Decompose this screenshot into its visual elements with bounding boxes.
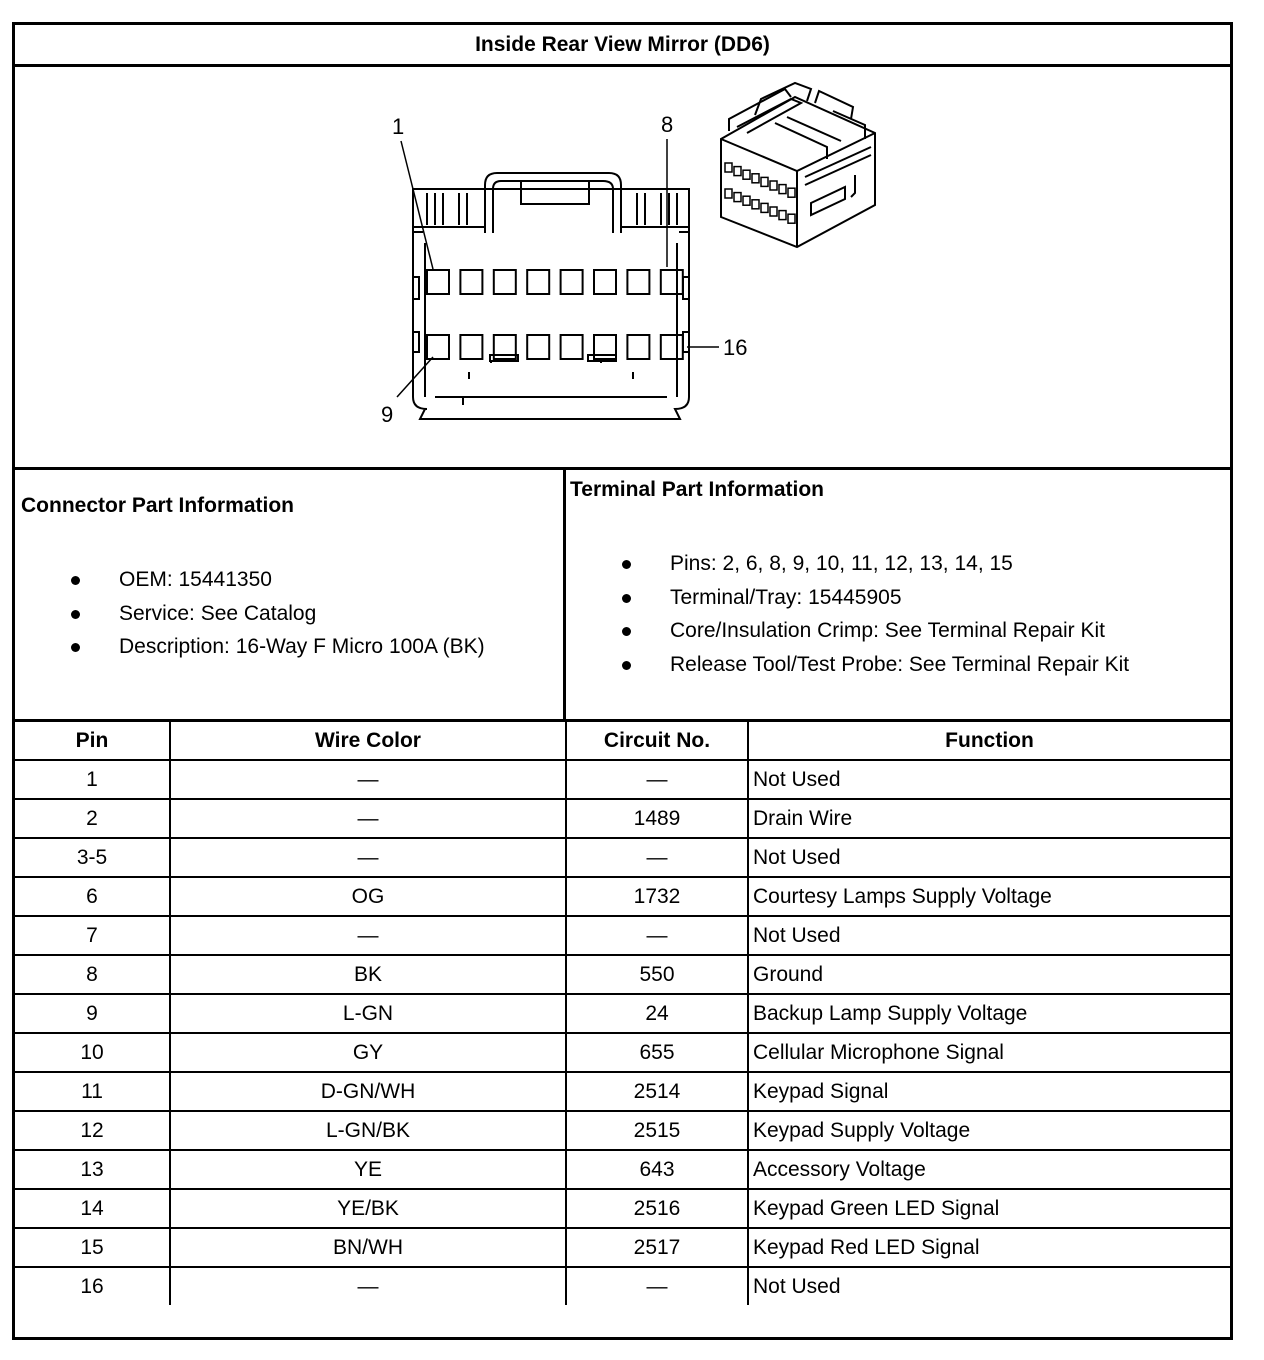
isometric-cavity — [725, 189, 732, 198]
table-row — [15, 1150, 1230, 1189]
circuit-no-cell: 655 — [566, 1033, 748, 1072]
isometric-cavity — [761, 203, 768, 212]
connector-diagram — [15, 67, 1230, 470]
list-item: Release Tool/Test Probe: See Terminal Repair Kit — [566, 648, 1129, 682]
isometric-cavity — [788, 188, 795, 197]
table-row — [15, 916, 1230, 955]
pin-cell: 8 — [15, 955, 170, 994]
wire-color-cell: — — [170, 838, 566, 877]
table-row — [15, 838, 1230, 877]
wire-color-cell: — — [170, 760, 566, 799]
wire-color-cell: OG — [170, 877, 566, 916]
wire-color-cell: BK — [170, 955, 566, 994]
function-cell: Not Used — [748, 916, 1230, 955]
function-cell: Cellular Microphone Signal — [748, 1033, 1230, 1072]
terminal-cavity — [527, 270, 549, 294]
isometric-cavity-group — [725, 163, 795, 223]
circuit-no-cell: 2516 — [566, 1189, 748, 1228]
circuit-no-cell: — — [566, 1267, 748, 1305]
pin-cell: 14 — [15, 1189, 170, 1228]
pin-cell: 13 — [15, 1150, 170, 1189]
column-header-circuit-no: Circuit No. — [566, 722, 748, 760]
table-row — [15, 1228, 1230, 1267]
wire-color-cell: — — [170, 799, 566, 838]
pin-cell: 9 — [15, 994, 170, 1033]
function-cell: Ground — [748, 955, 1230, 994]
wire-color-cell: D-GN/WH — [170, 1072, 566, 1111]
table-row — [15, 877, 1230, 916]
bullet-icon — [71, 643, 80, 652]
circuit-no-cell: 2517 — [566, 1228, 748, 1267]
isometric-cavity — [752, 174, 759, 183]
connector-info-list — [15, 563, 485, 664]
isometric-cavity — [734, 167, 741, 176]
function-cell: Not Used — [748, 838, 1230, 877]
function-cell: Not Used — [748, 1267, 1230, 1305]
function-cell: Accessory Voltage — [748, 1150, 1230, 1189]
cavity-group — [427, 270, 683, 359]
terminal-cavity — [561, 335, 583, 359]
isometric-cavity — [752, 200, 759, 209]
circuit-no-cell: 2514 — [566, 1072, 748, 1111]
terminal-cavity — [427, 335, 449, 359]
circuit-no-cell: 24 — [566, 994, 748, 1033]
pin-cell: 12 — [15, 1111, 170, 1150]
pinout-table-body — [15, 760, 1230, 1305]
table-row — [15, 1111, 1230, 1150]
circuit-no-cell: — — [566, 916, 748, 955]
isometric-cavity — [743, 196, 750, 205]
terminal-cavity — [527, 335, 549, 359]
circuit-no-cell: — — [566, 760, 748, 799]
terminal-cavity — [561, 270, 583, 294]
wire-color-cell: YE/BK — [170, 1189, 566, 1228]
list-item: Core/Insulation Crimp: See Terminal Repair Kit — [566, 614, 1129, 648]
terminal-cavity — [427, 270, 449, 294]
terminal-cavity — [661, 270, 683, 294]
terminal-info-list — [566, 547, 1129, 681]
bullet-icon — [622, 560, 631, 569]
pin-cell: 6 — [15, 877, 170, 916]
pin-cell: 2 — [15, 799, 170, 838]
isometric-cavity — [743, 170, 750, 179]
connector-isometric-view — [721, 83, 875, 247]
list-item: Description: 16-Way F Micro 100A (BK) — [15, 630, 485, 664]
pin-cell: 15 — [15, 1228, 170, 1267]
connector-sheet — [12, 22, 1233, 1340]
isometric-cavity — [734, 193, 741, 202]
terminal-cavity — [594, 270, 616, 294]
terminal-cavity — [627, 270, 649, 294]
pin-label-8: 8 — [661, 112, 674, 137]
bullet-icon — [71, 610, 80, 619]
connector-part-info — [15, 470, 566, 722]
function-cell: Courtesy Lamps Supply Voltage — [748, 877, 1230, 916]
circuit-no-cell: 643 — [566, 1150, 748, 1189]
table-row — [15, 760, 1230, 799]
wire-color-cell: L-GN/BK — [170, 1111, 566, 1150]
table-row — [15, 799, 1230, 838]
wire-color-cell: BN/WH — [170, 1228, 566, 1267]
terminal-cavity — [627, 335, 649, 359]
table-row — [15, 994, 1230, 1033]
wire-color-cell: — — [170, 1267, 566, 1305]
circuit-no-cell: 1489 — [566, 799, 748, 838]
circuit-no-cell: 1732 — [566, 877, 748, 916]
function-cell: Drain Wire — [748, 799, 1230, 838]
pin-cell: 1 — [15, 760, 170, 799]
column-header-wire-color: Wire Color — [170, 722, 566, 760]
page-title: Inside Rear View Mirror (DD6) — [15, 25, 1230, 67]
isometric-cavity — [788, 214, 795, 223]
pin-label-9: 9 — [381, 402, 394, 427]
terminal-cavity — [460, 270, 482, 294]
pin-cell: 3-5 — [15, 838, 170, 877]
circuit-no-cell: — — [566, 838, 748, 877]
isometric-cavity — [779, 185, 786, 194]
isometric-cavity — [761, 177, 768, 186]
table-header-row — [15, 722, 1230, 760]
circuit-no-cell: 550 — [566, 955, 748, 994]
wire-color-cell: YE — [170, 1150, 566, 1189]
wire-color-cell: GY — [170, 1033, 566, 1072]
terminal-cavity — [460, 335, 482, 359]
list-item: Terminal/Tray: 15445905 — [566, 581, 1129, 615]
function-cell: Backup Lamp Supply Voltage — [748, 994, 1230, 1033]
bullet-icon — [71, 576, 80, 585]
table-row — [15, 1072, 1230, 1111]
function-cell: Not Used — [748, 760, 1230, 799]
pin-cell: 7 — [15, 916, 170, 955]
table-row — [15, 1033, 1230, 1072]
isometric-cavity — [770, 207, 777, 216]
pin-label-1: 1 — [392, 114, 405, 139]
pin-label-16: 16 — [723, 335, 748, 360]
list-item: OEM: 15441350 — [15, 563, 485, 597]
table-row — [15, 1267, 1230, 1305]
connector-face-drawing — [15, 67, 1230, 470]
column-header-function: Function — [748, 722, 1230, 760]
terminal-info-heading: Terminal Part Information — [570, 478, 824, 501]
function-cell: Keypad Green LED Signal — [748, 1189, 1230, 1228]
terminal-cavity — [661, 335, 683, 359]
wire-color-cell: — — [170, 916, 566, 955]
circuit-no-cell: 2515 — [566, 1111, 748, 1150]
pin-cell: 16 — [15, 1267, 170, 1305]
terminal-part-info — [566, 470, 1230, 722]
bullet-icon — [622, 661, 631, 670]
isometric-cavity — [725, 163, 732, 172]
table-row — [15, 1189, 1230, 1228]
isometric-cavity — [770, 181, 777, 190]
pin-cell: 10 — [15, 1033, 170, 1072]
function-cell: Keypad Signal — [748, 1072, 1230, 1111]
table-row — [15, 955, 1230, 994]
pinout-table — [15, 722, 1230, 1305]
bullet-icon — [622, 594, 631, 603]
function-cell: Keypad Red LED Signal — [748, 1228, 1230, 1267]
list-item: Pins: 2, 6, 8, 9, 10, 11, 12, 13, 14, 15 — [566, 547, 1129, 581]
function-cell: Keypad Supply Voltage — [748, 1111, 1230, 1150]
wire-color-cell: L-GN — [170, 994, 566, 1033]
bullet-icon — [622, 627, 631, 636]
column-header-pin: Pin — [15, 722, 170, 760]
terminal-cavity — [494, 270, 516, 294]
isometric-cavity — [779, 211, 786, 220]
list-item: Service: See Catalog — [15, 597, 485, 631]
connector-info-heading: Connector Part Information — [21, 494, 295, 517]
pin-cell: 11 — [15, 1072, 170, 1111]
